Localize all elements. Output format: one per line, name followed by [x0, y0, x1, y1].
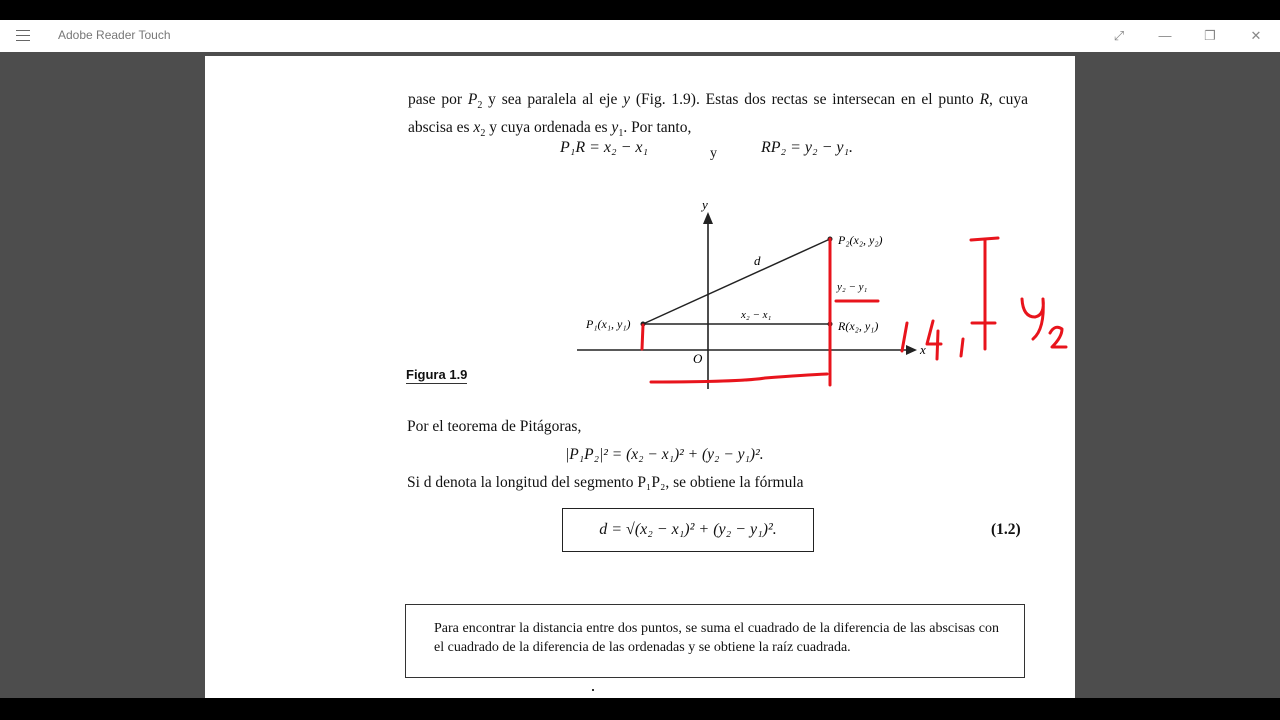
vector-equation-conjunction: y [710, 146, 717, 161]
intro-paragraph: pase por $P_2$ y sea paralela al eje y (Fig. 1.9). Estas dos rectas se intersecan en el punto R, cuya abscisa es $x_2$ y cuya ordenada es $y_1$. Por tanto, [408, 91, 1029, 140]
red-i-beam [971, 238, 998, 349]
figure-1-9 [565, 189, 1075, 394]
red-subscript-2 [1050, 327, 1066, 347]
pdf-page [205, 56, 1075, 698]
y-axis-label: y [702, 197, 708, 212]
close-button[interactable]: ✕ [1250, 28, 1262, 43]
d-label: d [754, 253, 761, 268]
p1-label: P₁(x₁, y₁) [586, 317, 631, 331]
dx-label: x₂ − x₁ [741, 309, 772, 321]
minimize-button[interactable]: — [1158, 28, 1172, 43]
red-x-bracket [651, 374, 827, 382]
origin-label: O [693, 351, 703, 366]
document-viewer[interactable] [0, 52, 1280, 698]
summary-box [405, 604, 1025, 678]
figure-caption: Figura 1.9 [406, 367, 468, 382]
equation-number: (1.2) [991, 521, 1021, 538]
p2-label: P₂(x₂, y₂) [838, 233, 883, 247]
red-tick-p1 [642, 325, 643, 349]
x-axis-arrow-icon [906, 345, 917, 355]
r-label: R(x₂, y₁) [838, 319, 879, 333]
distance-formula-box [562, 508, 814, 552]
red-letter-y [1022, 299, 1043, 339]
pythagoras-equation: |P₁P₂|² = (x₂ − x₁)² + (y₂ − y₁)². [565, 446, 764, 463]
x-axis-label: x [920, 342, 926, 357]
red-digit-1 [961, 339, 963, 356]
dy-label: y₂ − y₁ [837, 281, 868, 293]
red-digit-4 [927, 321, 941, 359]
distance-formula: d = √(x₂ − x₁)² + (y₂ − y₁)². [599, 521, 777, 538]
y-axis-arrow-icon [703, 212, 713, 224]
segment-d [643, 239, 830, 324]
length-text: Si d denota la longitud del segmento P₁P₂, se obtiene la fórmula [407, 474, 804, 491]
pythagoras-intro: Por el teorema de Pitágoras, [407, 418, 582, 435]
title-bar [0, 20, 1280, 52]
red-handwritten-annotations [642, 238, 1066, 385]
app-title: Adobe Reader Touch [58, 28, 171, 42]
hamburger-menu-icon[interactable] [16, 30, 30, 41]
vector-equation-p1r: P₁R = x₂ − x₁ [560, 139, 649, 156]
page-speck [592, 689, 594, 691]
fullscreen-icon[interactable]: ⤢ [1113, 28, 1125, 43]
restore-button[interactable]: ❐ [1204, 28, 1216, 43]
summary-text: Para encontrar la distancia entre dos puntos, se suma el cuadrado de la diferencia de las abscisas con el cuadrado de la diferencia de las ordenadas y se obtiene la raíz cuadrada. [434, 621, 999, 655]
vector-equation-rp2: RP₂ = y₂ − y₁. [761, 139, 854, 156]
